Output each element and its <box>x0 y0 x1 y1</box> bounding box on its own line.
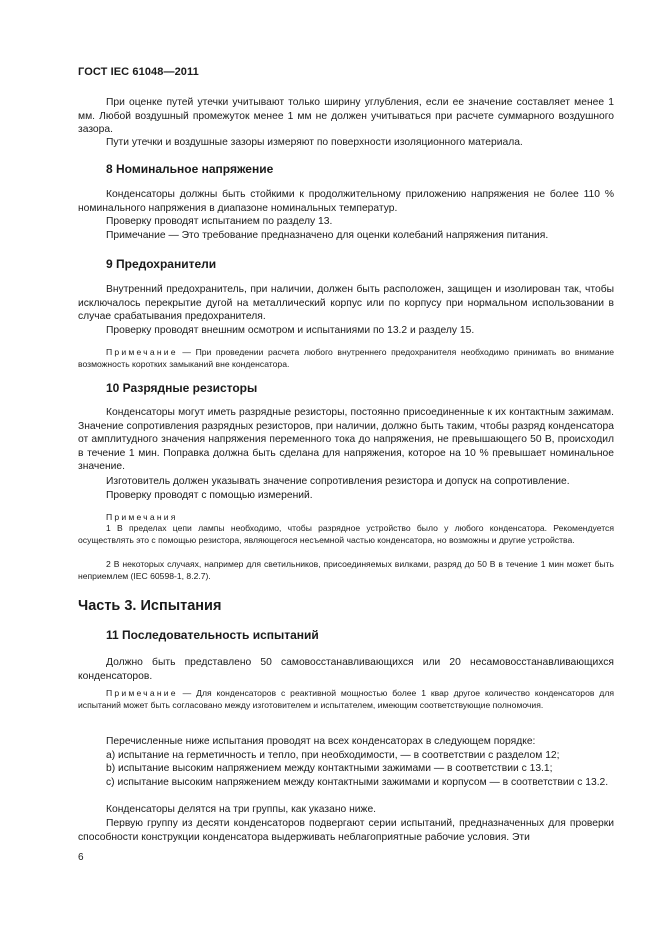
note <box>78 347 614 371</box>
note-text: — Для конденсаторов с реактивной мощностью более 1 квар другое количество конденсаторов для испытаний может быть согласовано между изготовителем и испытателем, имеющим соответствующие полномочия. <box>78 688 614 710</box>
note <box>78 688 614 712</box>
paragraph: Проверку проводят с помощью измерений. <box>106 490 313 501</box>
paragraph: При оценке путей утечки учитывают только ширину углубления, если ее значение составляет менее 1 мм. Любой воздушный промежуток менее 1 мм не должен учитываться при расчете суммарного воздушного зазора. <box>78 97 614 136</box>
paragraph: Примечание — Это требование предназначено для оценки колебаний напряжения питания. <box>106 230 549 241</box>
paragraph: Проверку проводят внешним осмотром и испытаниями по 13.2 и разделу 15. <box>106 325 475 336</box>
note: 1 В пределах цепи лампы необходимо, чтобы разрядное устройство было у любого конденсатора. Рекомендуется осуществлять это с помощью резистора, являющегося несъемной частью конденсатора, но возможны и другие устройства. <box>78 523 614 545</box>
note-label: Примечание <box>106 347 178 357</box>
paragraph: Конденсаторы должны быть стойкими к продолжительному приложению напряжения не более 110 % номинального напряжения в диапазоне номинальных температур. <box>78 189 614 214</box>
paragraph: Пути утечки и воздушные зазоры измеряют по поверхности изоляционного материала. <box>106 137 523 148</box>
section-10-heading: 10 Разрядные резисторы <box>106 381 258 395</box>
list-item: b) испытание высоким напряжением между контактными зажимами — в соответствии с 13.1; <box>106 763 553 774</box>
list-item: a) испытание на герметичность и тепло, при необходимости, — в соответствии с разделом 12; <box>106 750 560 761</box>
list-item: c) испытание высоким напряжением между контактными зажимами и корпусом — в соответствии с 13.2. <box>106 777 609 788</box>
notes-label: Примечания <box>106 512 178 522</box>
note: 2 В некоторых случаях, например для светильников, присоединяемых вилками, разряд до 50 В в течение 1 мин может быть неприемлем (IEC 60598-1, 8.2.7). <box>78 559 614 581</box>
paragraph: Внутренний предохранитель, при наличии, должен быть расположен, защищен и изолирован так, чтобы исключалось перекрытие дугой на металлический корпус или по корпусу при нормальном использовании в случае срабатывания предохранителя. <box>78 284 614 323</box>
part-3-heading: Часть 3. Испытания <box>78 598 222 614</box>
page-number: 6 <box>78 852 84 863</box>
section-11-heading: 11 Последовательность испытаний <box>106 628 319 642</box>
section-8-heading: 8 Номинальное напряжение <box>106 162 274 176</box>
paragraph: Конденсаторы делятся на три группы, как указано ниже. <box>106 804 377 815</box>
paragraph: Должно быть представлено 50 самовосстанавливающихся или 20 несамовосстанавливающихся конденсаторов. <box>78 657 614 682</box>
paragraph: Первую группу из десяти конденсаторов подвергают серии испытаний, предназначенных для проверки способности конструкции конденсатора выдерживать неблагоприятные рабочие условия. Эти <box>78 818 614 843</box>
paragraph: Конденсаторы могут иметь разрядные резисторы, постоянно присоединенные к их контактным зажимам. Значение сопротивления разрядных резисторов, при наличии, должно быть таким, чтобы разряд конденсатора от амплитудного значения напряжения переменного тока до напряжения, не превышающего 50 В, происходил в течение 1 мин. Поправка должна быть сделана для напряжения, которое на 10 % превышает номинальное значение. <box>78 407 614 473</box>
note-text: — При проведении расчета любого внутреннего предохранителя необходимо принимать во внимание возможность коротких замыканий вне конденсатора. <box>78 347 614 369</box>
paragraph: Изготовитель должен указывать значение сопротивления резистора и допуск на сопротивление. <box>106 476 570 487</box>
paragraph: Перечисленные ниже испытания проводят на всех конденсаторах в следующем порядке: <box>106 736 536 747</box>
section-9-heading: 9 Предохранители <box>106 257 217 271</box>
paragraph: Проверку проводят испытанием по разделу 13. <box>106 216 333 227</box>
note-label: Примечание <box>106 688 178 698</box>
document-header: ГОСТ IEC 61048—2011 <box>78 66 199 78</box>
